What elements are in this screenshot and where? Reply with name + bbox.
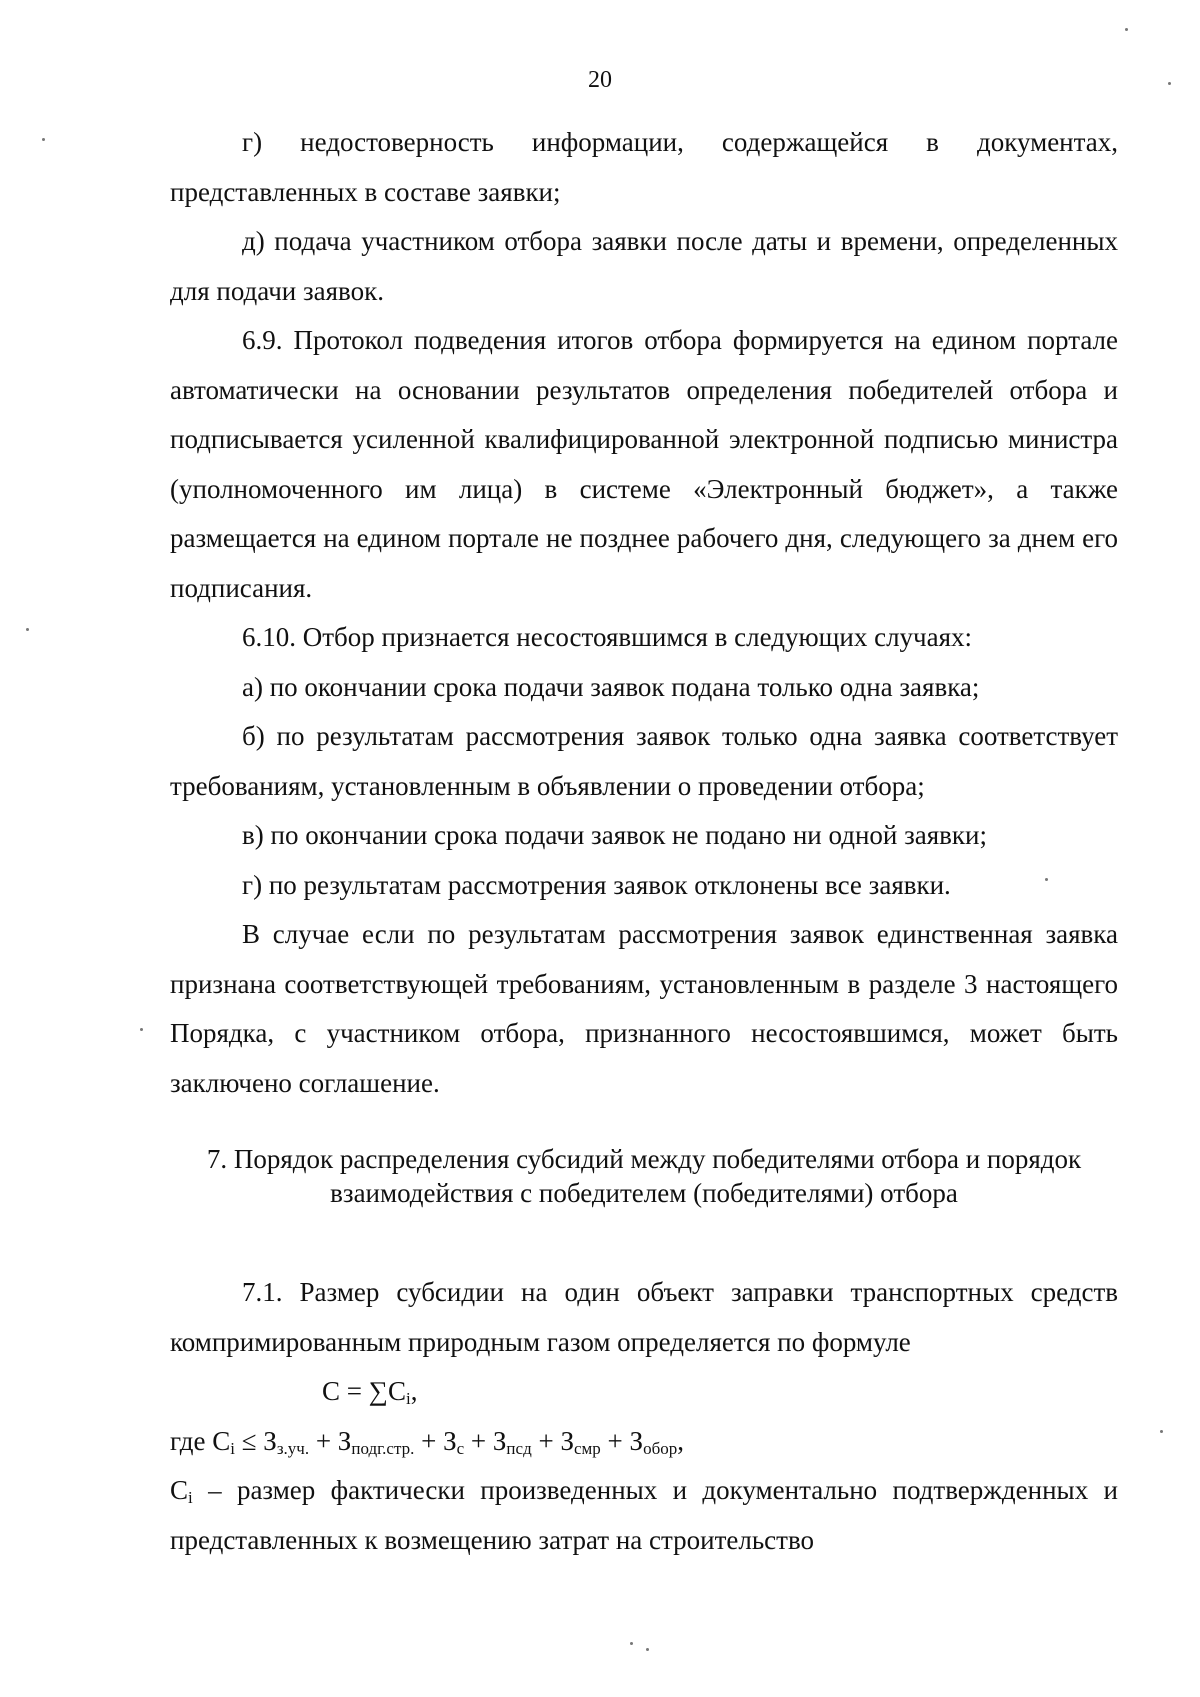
ci-definition: $C_i$ – размер фактически произведенных и документально подтвержденных и представленных к возмещению затрат на строительство	[170, 1475, 1118, 1555]
paragraph-item-g: г) недостоверность информации, содержащейся в документах, представленных в составе заявки;	[170, 127, 1118, 207]
section-7-heading: 7. Порядок распределения субсидий между победителями отбора и порядок взаимодействия с победителем (победителями) отбора	[206, 1144, 1082, 1208]
scan-speck	[42, 138, 45, 141]
formula-where-clause: где $C_i \le З_{з.уч.} + З_{подг.стр.} + З_с + З_{псд} + З_{смр} + З_{обор}$,	[170, 1425, 684, 1458]
scan-speck	[1160, 1430, 1163, 1433]
paragraph-6-10: 6.10. Отбор признается несостоявшимся в следующих случаях:	[242, 622, 973, 652]
paragraph-item-d: д) подача участником отбора заявки после даты и времени, определенных для подачи заявок.	[170, 226, 1118, 306]
scan-speck	[1168, 82, 1171, 85]
scan-speck	[630, 1642, 633, 1645]
scan-speck	[26, 628, 29, 631]
document-body	[170, 118, 1118, 1565]
subsidy-formula: $C = \sum C_i$,	[322, 1376, 418, 1408]
paragraph-item-b: б) по результатам рассмотрения заявок только одна заявка соответствует требованиям, установленным в объявлении о проведении отбора;	[170, 721, 1118, 801]
scan-speck	[646, 1648, 649, 1651]
paragraph-item-g2: г) по результатам рассмотрения заявок отклонены все заявки.	[242, 869, 951, 900]
scan-speck	[1125, 28, 1128, 31]
page-number: 20	[588, 67, 612, 93]
paragraph-6-9: 6.9. Протокол подведения итогов отбора формируется на едином портале автоматически на основании результатов определения победителей отбора и подписывается усиленной квалифицированной электронной подписью министра (уполномоченного им лица) в системе «Электронный бюджет», а также размещается на едином портале не позднее рабочего дня, следующего за днем его подписания.	[170, 325, 1118, 603]
scan-speck	[1045, 878, 1048, 881]
paragraph-item-v: в) по окончании срока подачи заявок не подано ни одной заявки;	[242, 820, 987, 850]
paragraph-single-application: В случае если по результатам рассмотрения заявок единственная заявка признана соответствующей требованиям, установленным в разделе 3 настоящего Порядка, с участником отбора, признанного несостоявшимся, может быть заключено соглашение.	[170, 919, 1118, 1098]
scan-speck	[140, 1028, 143, 1031]
paragraph-7-1: 7.1. Размер субсидии на один объект заправки транспортных средств компримированным природным газом определяется по формуле	[170, 1277, 1118, 1357]
paragraph-item-a: а) по окончании срока подачи заявок подана только одна заявка;	[242, 671, 980, 702]
